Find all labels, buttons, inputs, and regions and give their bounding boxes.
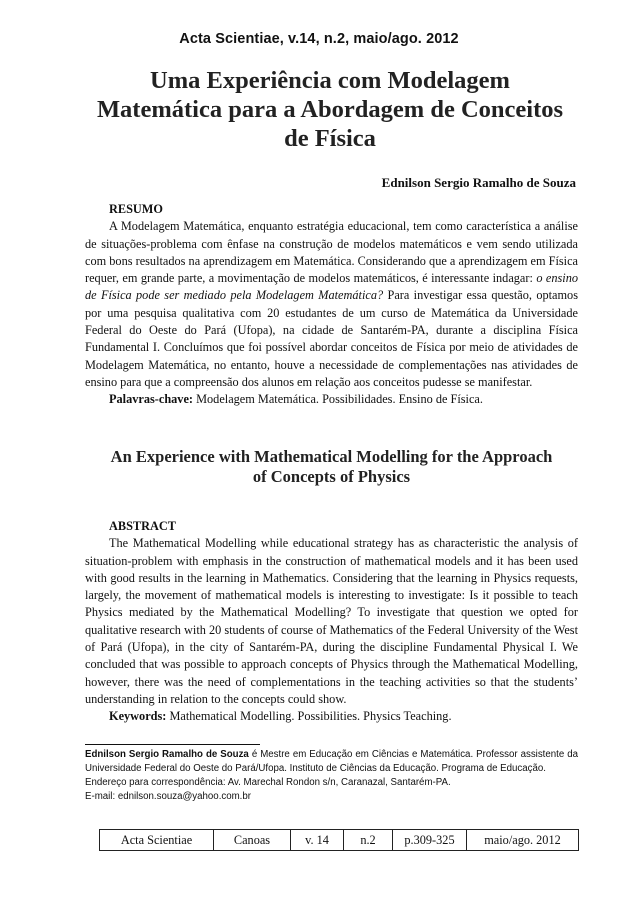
keywords-label: Palavras-chave:	[109, 392, 194, 407]
abstract-keywords	[85, 708, 578, 725]
article-title-pt	[85, 66, 575, 153]
footer-citation-table	[99, 829, 579, 851]
resumo-section	[85, 201, 578, 409]
running-header: Acta Scientiae, v.14, n.2, maio/ago. 2012	[179, 31, 459, 47]
footer-city: Canoas	[214, 830, 291, 851]
author-name: Ednilson Sergio Ramalho de Souza	[381, 175, 576, 190]
title-en-line: An Experience with Mathematical Modelling for the Approach	[110, 447, 553, 466]
footnote-rule	[85, 744, 260, 745]
keywords-list: Mathematical Modelling. Possibilities. Physics Teaching.	[166, 709, 452, 724]
keywords-list: Modelagem Matemática. Possibilidades. Ensino de Física.	[193, 392, 483, 407]
resumo-text-part: A Modelagem Matemática, enquanto estratégia educacional, tem como característica a análise de situações-problema com ênfase na construção de modelos matemáticos e vem sendo utilizada com bons resultados na aprendizagem em Matemática. Considerando que a aprendizagem em Física requer, em grande parte, a movimentação de modelos matemáticos, é interessante indagar:	[85, 219, 578, 286]
footer-date: maio/ago. 2012	[467, 830, 579, 851]
footnote-author: Ednilson Sergio Ramalho de Souza	[85, 749, 249, 760]
resumo-question: o ensino de Física pode ser mediado pela Modelagem Matemática?	[85, 271, 579, 303]
title-en-line: of Concepts of Physics	[252, 467, 411, 486]
resumo-heading: RESUMO	[109, 202, 163, 216]
footer-row	[100, 830, 579, 851]
article-title-en	[85, 447, 578, 487]
abstract-text: The Mathematical Modelling while educational strategy has as characteristic the analysis of situation-problem with emphasis in the construction of mathematical models and it has been used with good results in the learning in Mathematics. Considering that the learning in Physics requests, largely, the movement of mathematical models is interesting to investigate: Is it possible to teach Physics mediated by the Mathematical Modelling? To investigate that question we opted for qualitative research with 20 students of course of Mathematics of the Federal University of the West of Pará (Ufopa), in the city of Santarém-PA, during the discipline Fundamental Physical I. We concluded that was possible to approach concepts of Physics through the Mathematical Modelling, however, there was the need of complementations in the teaching activities so that the students’ understanding in relation to the concepts could show.	[85, 536, 578, 706]
footnote-line	[85, 748, 578, 776]
footnote-bio: é Mestre em Educação em Ciências e Matemática. Professor assistente da Universidade Federal do Oeste do Pará/Ufopa. Instituto de Ciências da Educação. Programa de Educação.	[85, 749, 578, 774]
footer-number: n.2	[344, 830, 393, 851]
resumo-text-part: Para investigar essa questão, optamos por uma pesquisa qualitativa com 20 estudantes de um curso de Matemática da Universidade Federal do Oeste do Pará (Ufopa), na cidade de Santarém-PA, durante a disciplina Física Fundamental I. Concluímos que foi possível abordar conceitos de Física por meio de atividades de Modelagem Matemática, no entanto, houve a necessidade de complementações nas atividades de ensino para que a compreensão dos alunos em relação aos conceitos pudesse se manifestar.	[85, 288, 578, 389]
title-pt-line: Uma Experiência com Modelagem	[150, 67, 510, 94]
resumo-text	[85, 218, 578, 391]
footer-pages: p.309-325	[393, 830, 467, 851]
abstract-heading: ABSTRACT	[109, 519, 176, 533]
author-footnote	[85, 748, 578, 804]
title-pt-line: Matemática para a Abordagem de Conceitos	[96, 96, 564, 123]
abstract-section	[85, 518, 578, 726]
keywords-label: Keywords:	[109, 709, 167, 724]
footnote-line: Endereço para correspondência: Av. Marechal Rondon s/n, Caranazal, Santarém-PA.	[85, 777, 451, 788]
footer-journal: Acta Scientiae	[100, 830, 214, 851]
footer-volume: v. 14	[291, 830, 344, 851]
footnote-email: E-mail: ednilson.souza@yahoo.com.br	[85, 791, 251, 802]
title-pt-line: de Física	[284, 125, 376, 152]
resumo-keywords	[85, 391, 578, 408]
